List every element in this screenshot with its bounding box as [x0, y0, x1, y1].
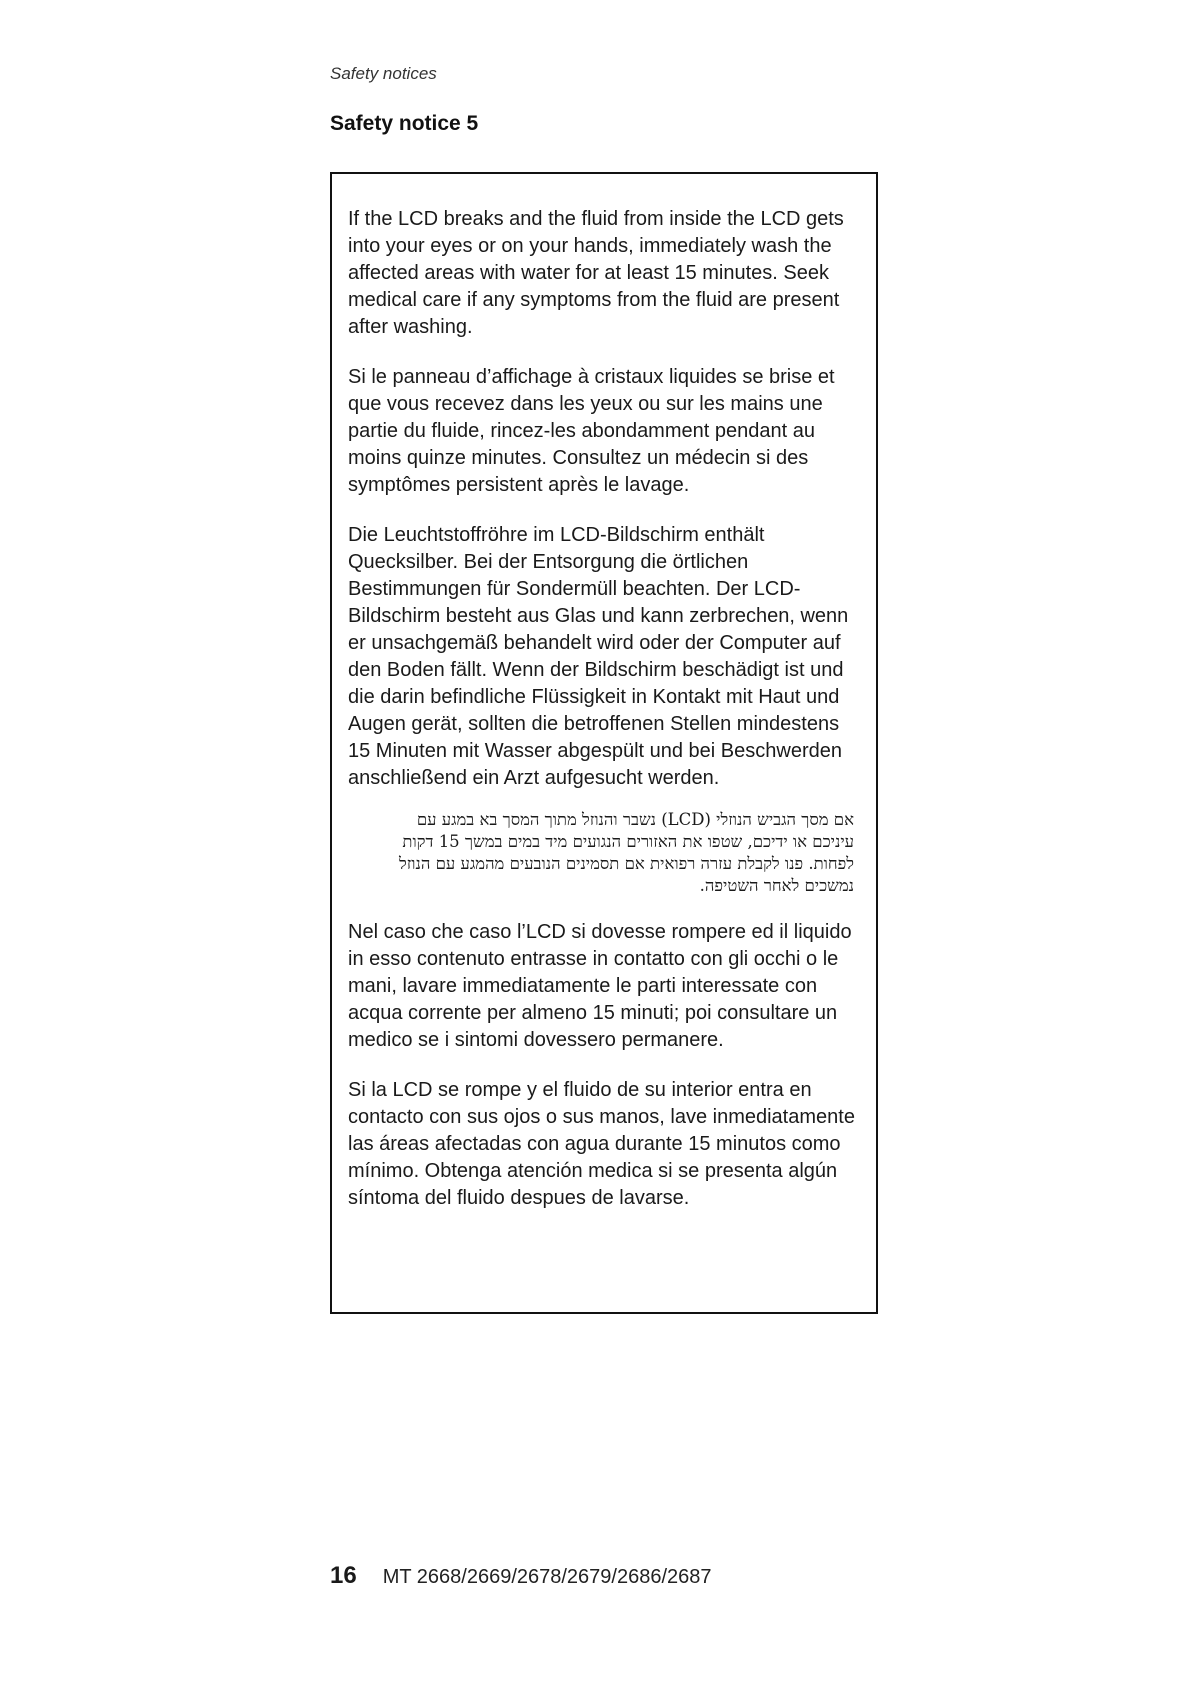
page-footer — [330, 1562, 712, 1590]
notice-english: If the LCD breaks and the fluid from inside the LCD gets into your eyes or on your hands, immediately wash the affected areas with water for at least 15 minutes. Seek medical care if any symptoms from the fluid are present after washing. — [348, 208, 844, 338]
notice-german: Die Leuchtstoffröhre im LCD-Bildschirm enthält Quecksilber. Bei der Entsorgung die örtlichen Bestimmungen für Sondermüll beachten. Der LCD-Bildschirm besteht aus Glas und kann zerbrechen, wenn er unsachgemäß behandelt wird oder der Computer auf den Boden fällt. Wenn der Bildschirm beschädigt ist und die darin befindliche Flüssigkeit in Kontakt mit Haut und Augen gerät, sollten die betroffenen Stellen mindestens 15 Minuten mit Wasser abgespült und bei Beschwerden anschließend ein Arzt aufgesucht werden. — [348, 524, 849, 789]
notice-spanish: Si la LCD se rompe y el fluido de su interior entra en contacto con sus ojos o sus manos, lave inmediatamente las áreas afectadas con agua durante 15 minutos como mínimo. Obtenga atención medica si se presenta algún síntoma del fluido despues de lavarse. — [348, 1079, 855, 1209]
notice-italian: Nel caso che caso l’LCD si dovesse rompere ed il liquido in esso contenuto entrasse in contatto con gli occhi o le mani, lavare immediatamente le parti interessate con acqua corrente per almeno 15 minuti; poi consultare un medico se i sintomi dovessero permanere. — [348, 921, 852, 1051]
notice-hebrew: אם מסך הגביש הנוזלי (LCD) נשבר והנוזל מתוך המסך בא במגע עם עיניכם או ידיכם, שטפו את האזורים הנגועים מיד במים במשך 15 דקות לפחות. פנו לקבלת עזרה רפואית אם תסמינים הנובעים מהמגע עם הנוזל נמשכים לאחר השטיפה. — [398, 810, 854, 895]
page-number: 16 — [330, 1562, 357, 1589]
notice-french: Si le panneau d’affichage à cristaux liquides se brise et que vous recevez dans les yeux ou sur les mains une partie du fluide, rincez-les abondamment pendant au moins quinze minutes. Consultez un médecin si des symptômes persistent après le lavage. — [348, 366, 835, 496]
running-header: Safety notices — [330, 64, 437, 83]
section-title: Safety notice 5 — [330, 112, 479, 135]
machine-type-list: MT 2668/2669/2678/2679/2686/2687 — [382, 1566, 712, 1588]
safety-notice-box — [330, 172, 878, 1314]
